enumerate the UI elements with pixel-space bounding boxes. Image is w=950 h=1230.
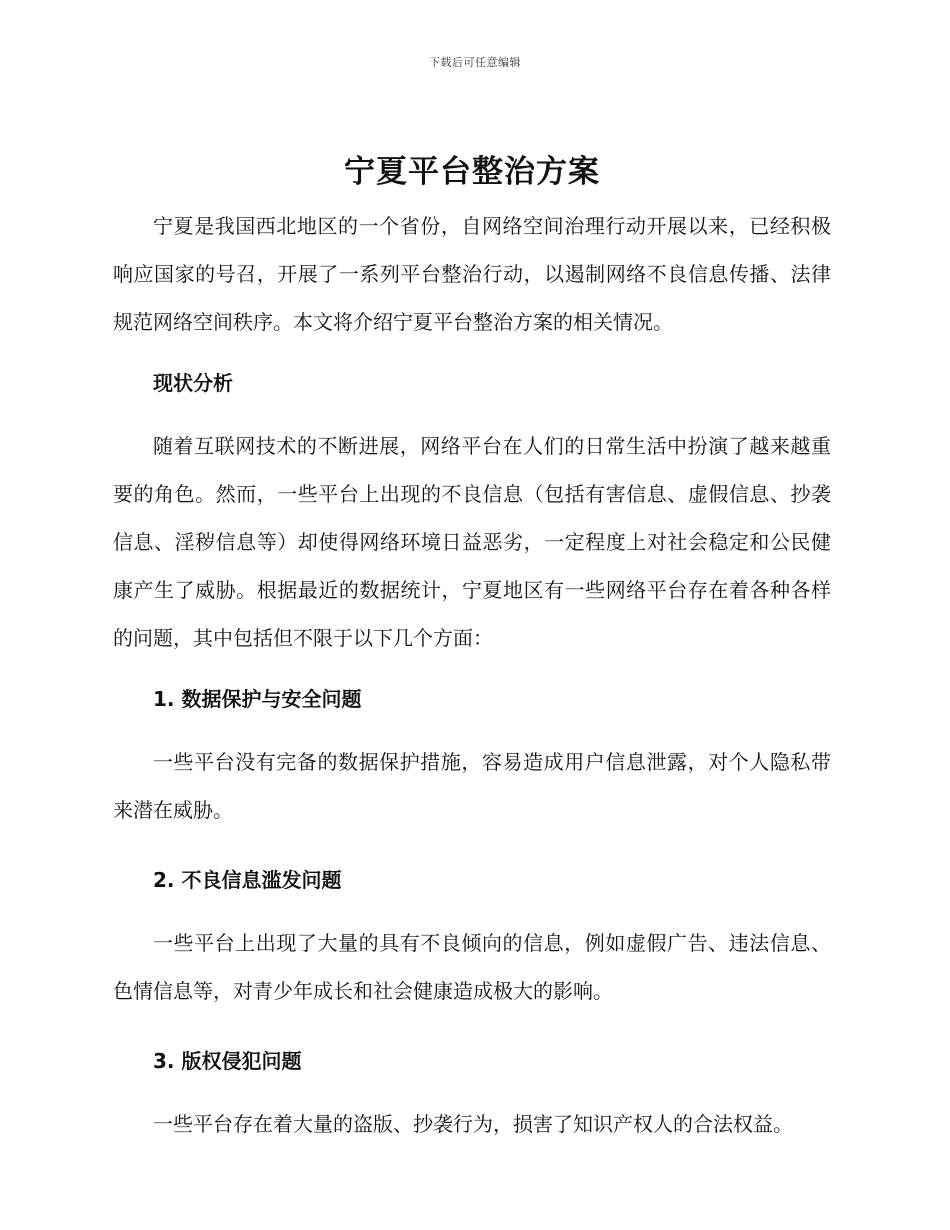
page-header-note: 下载后可任意编辑 — [429, 56, 521, 69]
item-heading-2: 2. 不良信息滥发问题 — [153, 868, 342, 892]
document-title: 宁夏平台整治方案 — [344, 154, 600, 190]
item-heading-1: 1. 数据保护与安全问题 — [153, 687, 362, 711]
section-heading: 现状分析 — [153, 371, 233, 395]
section-paragraph: 随着互联网技术的不断进展，网络平台在人们的日常生活中扮演了越来越重要的角色。然而，一些平台上出现的不良信息（包括有害信息、虚假信息、抄袭信息、淫秽信息等）却使得网络环境日益恶劣，一定程度上对社会稳定和公民健康产生了威胁。根据最近的数据统计，宁夏地区有一些网络平台存在着各种各样的问题，其中包括但不限于以下几个方面： — [113, 434, 831, 650]
item-heading-3: 3. 版权侵犯问题 — [153, 1049, 302, 1073]
item-paragraph-3: 一些平台存在着大量的盗版、抄袭行为，损害了知识产权人的合法权益。 — [153, 1112, 793, 1136]
item-paragraph-1: 一些平台没有完备的数据保护措施，容易造成用户信息泄露，对个人隐私带来潜在威胁。 — [113, 750, 831, 822]
item-paragraph-2: 一些平台上出现了大量的具有不良倾向的信息，例如虚假广告、违法信息、色情信息等，对青少年成长和社会健康造成极大的影响。 — [113, 931, 831, 1003]
document-body — [113, 150, 831, 1148]
intro-paragraph: 宁夏是我国西北地区的一个省份，自网络空间治理行动开展以来，已经积极响应国家的号召，开展了一系列平台整治行动，以遏制网络不良信息传播、法律规范网络空间秩序。本文将介绍宁夏平台整治方案的相关情况。 — [113, 214, 831, 334]
